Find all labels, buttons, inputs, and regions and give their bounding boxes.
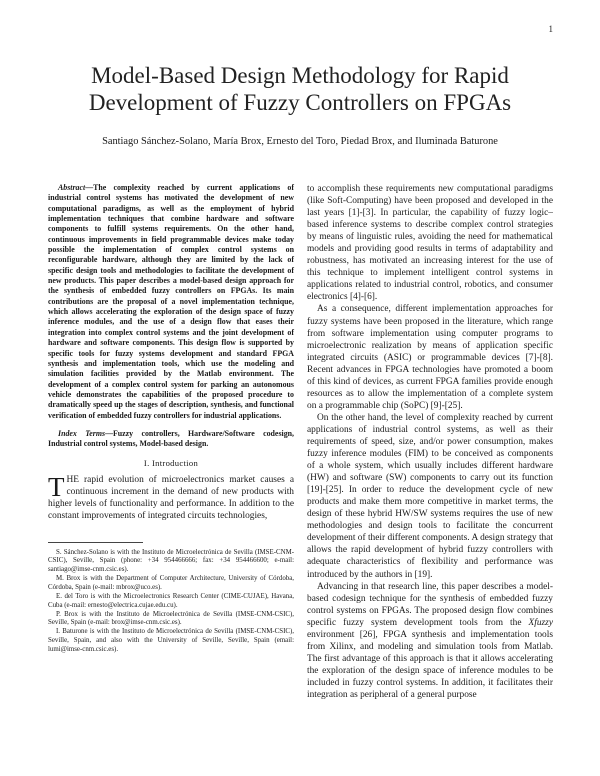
introduction-paragraph <box>48 471 294 522</box>
index-terms <box>48 429 294 450</box>
body-paragraph-1: to accomplish these requirements new computational paradigms (like Soft-Computing) have been proposed and developed in the last years [1]-[3]. In particular, the capability of fuzzy logic–based inference systems to describe complex control strategies by means of linguistic rules, avoiding the need for mathematical models and providing good results in terms of adaptability and robustness, has motivated an increasing interest for the use of this technique to implement intelligent control systems in applications related to industrial control, robotics, and consumer electronics [4]-[6]. <box>307 184 553 303</box>
xfuzzy-name: Xfuzzy <box>528 617 553 628</box>
drop-cap: T <box>48 471 65 502</box>
footnote-author-5: I. Baturone is with the Instituto de Microelectrónica de Sevilla (IMSE-CNM-CSIC), Seville, Spain, and also with the University of Seville, Seville, Spain (email: lumi@imse-cnm.csic.es). <box>48 628 294 653</box>
right-column <box>307 183 553 701</box>
body-paragraph-4-end: environment [26], FPGA synthesis and implementation tools from Xilinx, and modeling and simulation tools from Matlab. The first advantage of this approach is that it allows accelerating the exploration of the design space of inference modules to be included in fuzzy control systems. In addition, it facilitates their integration as peripheral of a general purpose <box>307 629 553 700</box>
abstract <box>48 183 294 421</box>
body-paragraph-3: On the other hand, the level of complexity reached by current applications of industrial control systems, as well as their requirements of speed, size, and/or power consumption, makes fuzzy inference modules (FIM) to be conceived as components of a whole system, which usually includes different hardware (HW) and software (SW) components to carry out its function [19]-[25]. In order to reduce the development cycle of new products and make them more competitive in market terms, the design of these hybrid HW/SW systems requires the use of new methodologies and design tools to facilitate the concurrent development of their different components. A design strategy that allows the rapid development of hybrid fuzzy controllers with adequate characteristics of flexibility and performance was introduced by the authors in [19]. <box>307 412 553 580</box>
index-terms-text: —Fuzzy controllers, Hardware/Software codesign, Industrial control systems, Model-based design. <box>48 428 295 449</box>
footnote-author-3: E. del Toro is with the Microelectronics Research Center (CIME-CUJAE), Havana, Cuba (e-mail: ernesto@electrica.cujae.edu.cu). <box>48 592 294 609</box>
index-terms-label: Index Terms <box>58 428 106 438</box>
page-number: 1 <box>548 24 553 34</box>
paper-title <box>40 62 560 116</box>
body-paragraph-4 <box>307 581 553 701</box>
abstract-label: Abstract <box>58 183 86 192</box>
title-line-1: Model-Based Design Methodology for Rapid <box>91 63 509 88</box>
introduction-text: HE rapid evolution of microelectronics market causes a continuous increment in the demand of new products with higher levels of functionality and performance. In addition to the constant improvements of integrated circuits technologies, <box>48 474 294 521</box>
section-heading-introduction: I. Introduction <box>143 457 199 468</box>
title-line-2: Development of Fuzzy Controllers on FPGAs <box>88 90 512 115</box>
footnote-author-4: P. Brox is with the Instituto de Microelectrónica de Sevilla (IMSE-CNM-CSIC), Seville, Spain (e-mail: brox@imse-cnm.csic.es). <box>48 610 294 627</box>
footnote-rule <box>48 542 143 543</box>
body-paragraph-2: As a consequence, different implementation approaches for fuzzy systems have been proposed in the literature, which range from software implementation using computer programs to microelectronic realization by means of application specific integrated circuits (ASIC) or programmable devices [7]-[8]. Recent advances in FPGA technologies have promoted a boom of this kind of devices, as current FPGA families provide enough resources as to allow the implementation of a complete system on a programmable chip (SoPC) [9]-[25]. <box>307 304 553 411</box>
abstract-text: —The complexity reached by current applications of industrial control systems has motivated the development of new computational paradigms, as well as the employment of hybrid implementation techniques that combine hardware and software components to fulfill systems requirements. On the other hand, continuous improvements in field programmable devices make today possible the implementation of complex control systems on reconfigurable hardware, although they are limited by the lack of specific design tools and methodologies to facilitate the development of new products. This paper describes a model-based design approach for the synthesis of embedded fuzzy controllers on FPGAs. Its main contributions are the proposal of a novel implementation technique, which allows accelerating the exploration of the design space of fuzzy inference modules, and the use of a design flow that eases their integration into complex control systems and the joint development of hardware and software components. This design flow is supported by specific tools for fuzzy systems development and standard FPGA synthesis and implementation tools, which use the modeling and simulation facilities provided by the Matlab environment. The development of a complex control system for parking an autonomous vehicle demonstrates the capabilities of the proposed procedure to dramatically speed up the stages of description, synthesis, and functional verification of embedded fuzzy controllers for industrial applications. <box>48 183 294 420</box>
footnote-author-2: M. Brox is with the Department of Computer Architecture, University of Córdoba, Córdoba, Spain (e-mail: mbrox@uco.es). <box>48 575 294 591</box>
footnote-author-1: S. Sánchez-Solano is with the Instituto de Microelectrónica de Sevilla (IMSE-CNM-CSIC), Seville, Spain (phone: +34 954466666; fax: +34 954466600; e-mail: santiago@imse-cnm.csic.es). <box>48 548 294 574</box>
author-list: Santiago Sánchez-Solano, María Brox, Ernesto del Toro, Piedad Brox, and Iluminada Baturone <box>102 136 498 147</box>
body-paragraph-4-start: Advancing in that research line, this paper describes a model-based codesign technique for the synthesis of embedded fuzzy control systems on FPGAs. The proposed design flow combines specific fuzzy system development tools from the <box>307 581 553 628</box>
left-column <box>48 183 294 655</box>
